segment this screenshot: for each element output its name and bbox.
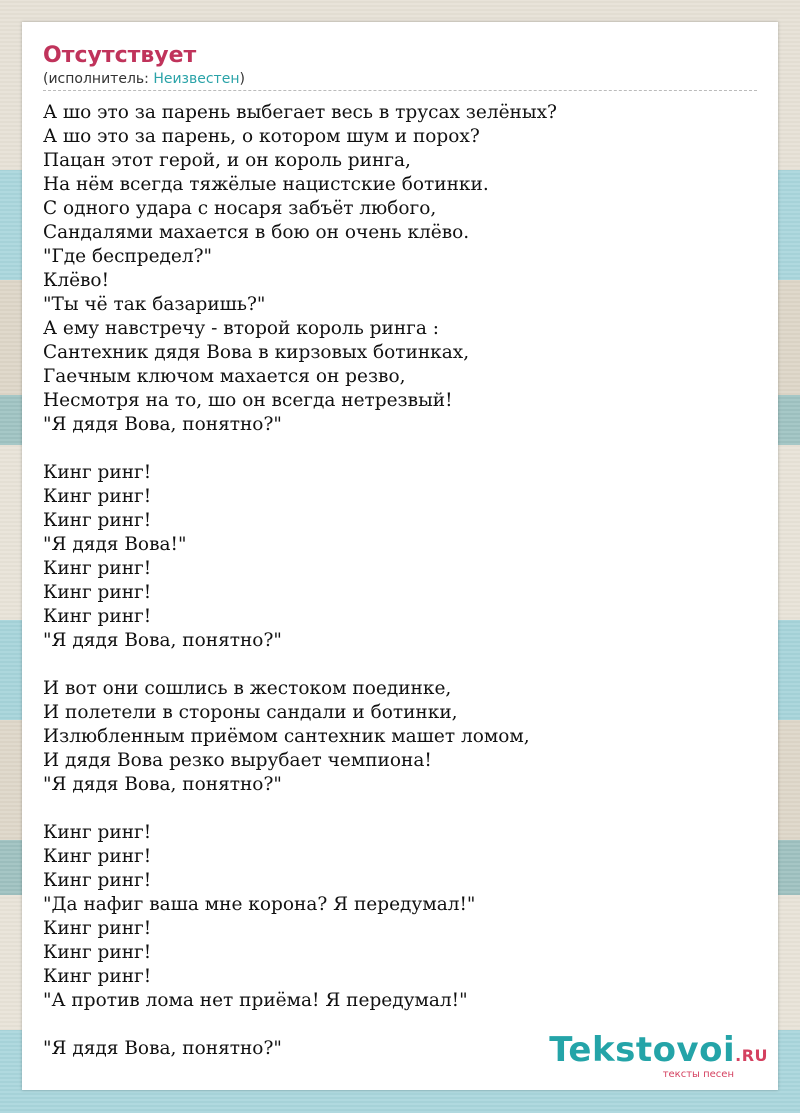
lyrics-line: Кинг ринг! <box>43 918 152 939</box>
logo-tagline: тексты песен <box>662 1069 734 1080</box>
lyrics-line: А ему навстречу - второй король ринга : <box>43 318 439 339</box>
lyrics-line: Несмотря на то, шо он всегда нетрезвый! <box>43 390 453 411</box>
lyrics-line: Кинг ринг! <box>43 486 152 507</box>
artist-line <box>43 70 757 91</box>
lyrics-line: Кинг ринг! <box>43 510 152 531</box>
lyrics-line: А шо это за парень, о котором шум и порох? <box>43 126 480 147</box>
lyrics-line: "Да нафиг ваша мне корона? Я передумал!" <box>43 894 476 915</box>
lyrics-line: "Я дядя Вова, понятно?" <box>43 630 282 651</box>
lyrics-blank-line <box>43 437 757 461</box>
artist-prefix: (исполнитель: <box>43 71 154 87</box>
artist-suffix: ) <box>239 71 245 87</box>
lyrics-text <box>43 101 757 1061</box>
lyrics-line: Гаечным ключом махается он резво, <box>43 366 406 387</box>
lyrics-line: "Я дядя Вова, понятно?" <box>43 1038 282 1059</box>
lyrics-line: И дядя Вова резко вырубает чемпиона! <box>43 750 432 771</box>
lyrics-blank-line <box>43 653 757 677</box>
lyrics-line: "Ты чё так базаришь?" <box>43 294 266 315</box>
lyrics-line: Кинг ринг! <box>43 966 152 987</box>
lyrics-line: Кинг ринг! <box>43 942 152 963</box>
logo-brand <box>549 1030 768 1073</box>
lyrics-line: Сантехник дядя Вова в кирзовых ботинках, <box>43 342 470 363</box>
lyrics-line: "Где беспредел?" <box>43 246 213 267</box>
lyrics-card <box>22 22 778 1090</box>
lyrics-line: И полетели в стороны сандали и ботинки, <box>43 702 458 723</box>
logo-brand-name: Tekstovoi <box>549 1030 736 1070</box>
lyrics-line: "Я дядя Вова, понятно?" <box>43 774 282 795</box>
lyrics-line: Кинг ринг! <box>43 822 152 843</box>
lyrics-line: Кинг ринг! <box>43 462 152 483</box>
site-logo[interactable] <box>549 1030 768 1080</box>
lyrics-line: Кинг ринг! <box>43 606 152 627</box>
lyrics-line: Кинг ринг! <box>43 582 152 603</box>
lyrics-line: Сандалями махается в бою он очень клёво. <box>43 222 470 243</box>
lyrics-blank-line <box>43 797 757 821</box>
lyrics-line: Излюбленным приёмом сантехник машет ломом, <box>43 726 530 747</box>
song-title: Отсутствует <box>43 43 197 68</box>
lyrics-line: Кинг ринг! <box>43 870 152 891</box>
lyrics-line: "Я дядя Вова, понятно?" <box>43 414 282 435</box>
logo-tld: .RU <box>735 1046 768 1065</box>
lyrics-line: А шо это за парень выбегает весь в трусах зелёных? <box>43 102 557 123</box>
lyrics-line: На нём всегда тяжёлые нацистские ботинки. <box>43 174 489 195</box>
lyrics-line: Клёво! <box>43 270 110 291</box>
lyrics-line: Пацан этот герой, и он король ринга, <box>43 150 411 171</box>
lyrics-line: "А против лома нет приёма! Я передумал!" <box>43 990 468 1011</box>
lyrics-line: И вот они сошлись в жестоком поединке, <box>43 678 452 699</box>
lyrics-line: Кинг ринг! <box>43 846 152 867</box>
lyrics-line: Кинг ринг! <box>43 558 152 579</box>
artist-link[interactable]: Неизвестен <box>153 71 240 87</box>
lyrics-line: "Я дядя Вова!" <box>43 534 187 555</box>
lyrics-line: С одного удара с носаря забъёт любого, <box>43 198 437 219</box>
